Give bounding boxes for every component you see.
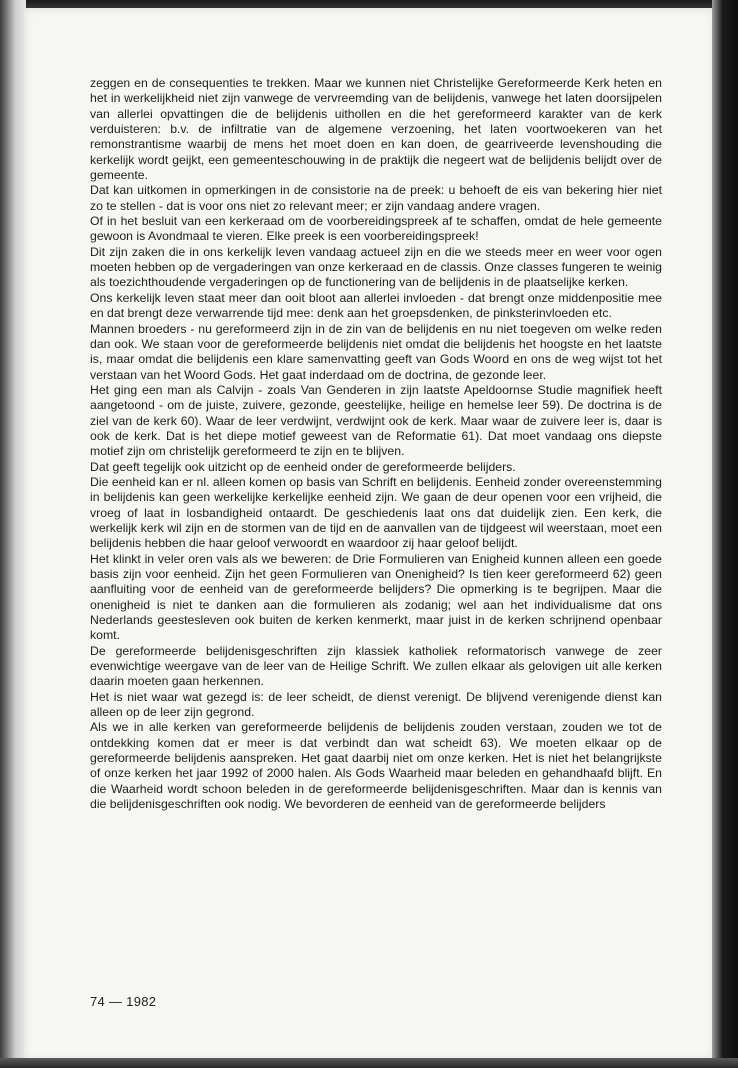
paragraph: Als we in alle kerken van gereformeerde belijdenis de belijdenis zouden verstaan, zouden we tot de ontdekking komen dat er meer is dat verbindt dan wat scheidt 63). We moeten elkaar op de gereformeerde belijdenis aanspreken. Het gaat daarbij niet om onze kerken. Het is niet het belangrijkste of onze kerken het jaar 1992 of 2000 halen. Als Gods Waarheid maar beleden en gehandhaafd blijft. En die Waarheid wordt schoon beleden in de gereformeerde belijdenisgeschriften. Maar dan is kennis van die belijdenisgeschriften ook nodig. We bevorderen de eenheid van de gereformeerde belijders <box>90 720 662 812</box>
paragraph: Die eenheid kan er nl. alleen komen op basis van Schrift en belijdenis. Eenheid zonder overeenstemming in belijdenis kan geen werkelijke kerkelijke eenheid zijn. We gaan de deur openen voor een vrijheid, die vroeg of laat in losbandigheid ontaardt. De geschiedenis laat ons dat duidelijk zien. Een kerk, die werkelijk kerk wil zijn en de stormen van de tijd en de aanvallen van de tijdgeest wil weerstaan, moet een belijdenis hebben die haar geloof verwoordt en waardoor zij haar geloof belijdt. <box>90 474 662 551</box>
paragraph: Of in het besluit van een kerkeraad om de voorbereidingspreek af te schaffen, omdat de hele gemeente gewoon is Avondmaal te vieren. Elke preek is een voorbereidingspreek! <box>90 214 662 244</box>
paragraph: Dat geeft tegelijk ook uitzicht op de eenheid onder de gereformeerde belijders. <box>90 459 516 474</box>
paragraph: Dit zijn zaken die in ons kerkelijk leven vandaag actueel zijn en die we steeds meer en weer voor ogen moeten hebben op de vergaderingen van onze kerkeraad en de classis. Onze classes fungeren te weinig als toezichthoudende vergaderingen op de functionering van de belijdenis in de plaatselijke kerken. <box>90 244 662 290</box>
paragraph: De gereformeerde belijdenisgeschriften zijn klassiek katholiek reformatorisch vanwege de zeer evenwichtige weergave van de leer van de Heilige Schrift. We zullen elkaar als gelovigen uit alle kerken daarin moeten gaan herkennen. <box>90 643 662 689</box>
paragraph: Het klinkt in veler oren vals als we beweren: de Drie Formulieren van Enigheid kunnen alleen een goede basis zijn voor eenheid. Zijn het geen Formulieren van Onenigheid? Is tien keer gereformeerd 62) geen aanfluiting voor de eenheid van de gereformeerde belijders? Die opmerking is te begrijpen. Maar die onenigheid is niet te danken aan die formulieren als zodanig; wel aan het individualisme dat ons Nederlands geestesleven ook buiten de kerken kenmerkt, maar juist in de kerken schrijnend openbaar komt. <box>90 551 662 643</box>
paragraph: zeggen en de consequenties te trekken. Maar we kunnen niet Christelijke Gereformeerde Kerk heten en het in werkelijkheid niet zijn vanwege de vervreemding van de belijdenis, vanwege het laten doorsijpelen van allerlei opvattingen die de belijdenis uithollen en die het gereformeerd karakter van de kerk verduisteren: b.v. de infiltratie van de algemene verzoening, het laten voortwoekeren van het remonstrantisme waarbij de mens het moet doen en kan doen, de gearriveerde levenshouding die kerkelijk wordt geijkt, een gemeenteschouwing in de praktijk die negeert wat de belijdenis belijdt over de gemeente. <box>90 76 662 183</box>
page-number: 74 — 1982 <box>90 994 157 1009</box>
document-page <box>24 8 714 1060</box>
scan-bottom-edge <box>0 1058 738 1068</box>
body-text <box>90 76 662 996</box>
paragraph: Ons kerkelijk leven staat meer dan ooit bloot aan allerlei invloeden - dat brengt onze middenpositie mee en dat brengt deze verwarrende tijd mee: denk aan het groepsdenken, de pinksterinvloeden etc. <box>90 290 662 321</box>
paragraph: Het ging een man als Calvijn - zoals Van Genderen in zijn laatste Apeldoornse Studie magnifiek heeft aangetoond - om de juiste, zuivere, gezonde, geestelijke, heilige en hemelse leer 59). De doctrina is de ziel van de kerk 60). Waar de leer verdwijnt, verdwijnt ook de kerk. Maar waar de zuivere leer is, daar is ook de kerk. Dat is het diepe motief geweest van de Reformatie 61). Dat moet vandaag ons diepste motief zijn om christelijk gereformeerd te zijn en te blijven. <box>90 382 662 459</box>
paragraph: Het is niet waar wat gezegd is: de leer scheidt, de dienst verenigt. De blijvend verenigende dienst kan alleen op de leer zijn gegrond. <box>90 689 662 720</box>
paragraph: Mannen broeders - nu gereformeerd zijn in de zin van de belijdenis en nu niet toegeven om welke reden dan ook. We staan voor de gereformeerde belijdenis niet omdat die belijdenis het hoogste en het laatste is, maar omdat die belijdenis een klare samenvatting geeft van Gods Woord en ons de weg wijst tot het verstaan van het Woord Gods. Het gaat inderdaad om de doctrina, de gezonde leer. <box>90 321 662 382</box>
scan-right-edge <box>712 0 738 1068</box>
scan-left-edge <box>0 0 26 1068</box>
paragraph: Dat kan uitkomen in opmerkingen in de consistorie na de preek: u behoeft de eis van bekering hier niet zo te stellen - dat is voor ons niet zo relevant meer; er zijn vandaag andere vragen. <box>90 183 662 213</box>
